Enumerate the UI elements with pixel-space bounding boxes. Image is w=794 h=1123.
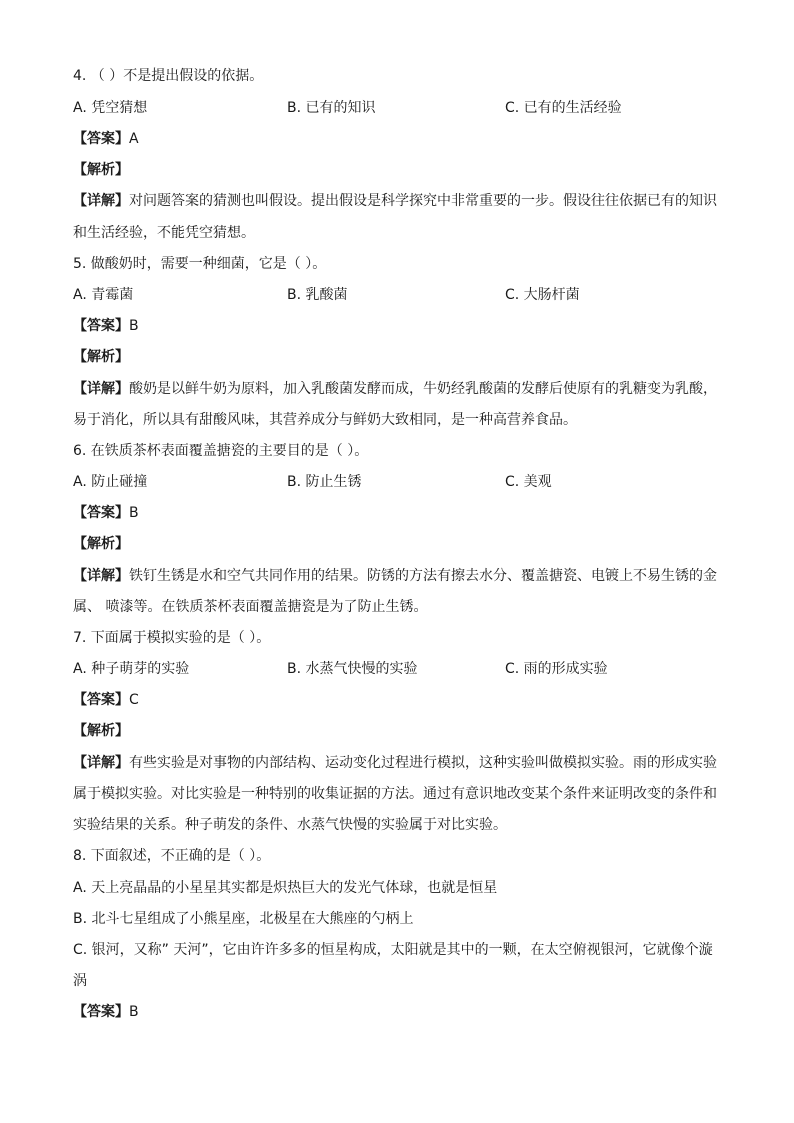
detail-tag: 【详解】 [73, 381, 129, 397]
question-4-options [73, 98, 723, 118]
question-7-options [73, 659, 723, 679]
question-7-detail-cont-1: 属于模拟实验。对比实验是一种特别的收集证据的方法。通过有意识地改变某个条件来证明改变的条件和 [73, 786, 717, 802]
analysis-tag: 【解析】 [73, 723, 129, 739]
question-8-stem: 8. 下面叙述，不正确的是（ ）。 [73, 848, 271, 864]
answer-tag: 【答案】 [73, 1004, 129, 1020]
detail-text: 酸奶是以鲜牛奶为原料，加入乳酸菌发酵而成，牛奶经乳酸菌的发酵后使原有的乳糖变为乳酸， [129, 381, 717, 397]
answer-tag: 【答案】 [73, 505, 129, 521]
detail-tag: 【详解】 [73, 193, 129, 209]
detail-text: 铁钉生锈是水和空气共同作用的结果。防锈的方法有擦去水分、覆盖搪瓷、电镀上不易生锈的金 [129, 568, 717, 584]
question-7-option-a: A. 种子萌芽的实验 [73, 661, 190, 677]
answer-value: B [129, 1004, 139, 1020]
analysis-tag: 【解析】 [73, 349, 129, 365]
question-8-answer [73, 1002, 723, 1022]
question-4-option-a: A. 凭空猜想 [73, 100, 148, 116]
analysis-tag: 【解析】 [73, 536, 129, 552]
detail-tag: 【详解】 [73, 568, 129, 584]
question-6-detail-cont: 属、 喷漆等。在铁质茶杯表面覆盖搪瓷是为了防止生锈。 [73, 599, 428, 615]
detail-text: 对问题答案的猜测也叫假设。提出假设是科学探究中非常重要的一步。假设往往依据已有的知识 [129, 193, 717, 209]
detail-tag: 【详解】 [73, 755, 129, 771]
question-7-option-b: B. 水蒸气快慢的实验 [287, 661, 418, 677]
question-4-analysis [73, 160, 723, 180]
question-6-option-a: A. 防止碰撞 [73, 474, 148, 490]
question-5-answer [73, 316, 723, 336]
question-5-options [73, 285, 723, 305]
analysis-tag: 【解析】 [73, 162, 129, 178]
question-8-option-a: A. 天上亮晶晶的小星星其实都是炽热巨大的发光气体球，也就是恒星 [73, 880, 498, 896]
question-4-detail [73, 191, 723, 211]
question-7-analysis [73, 721, 723, 741]
question-5-stem: 5. 做酸奶时，需要一种细菌，它是（ ）。 [73, 256, 327, 272]
question-4-answer [73, 129, 723, 149]
question-7-detail [73, 753, 723, 773]
question-4-option-c: C. 已有的生活经验 [505, 100, 622, 116]
question-5-option-c: C. 大肠杆菌 [505, 287, 580, 303]
answer-tag: 【答案】 [73, 692, 129, 708]
question-7-detail-cont-2: 实验结果的关系。种子萌发的条件、水蒸气快慢的实验属于对比实验。 [73, 817, 507, 833]
answer-value: B [129, 505, 139, 521]
question-8-option-c: C. 银河，又称” 天河”，它由许许多多的恒星构成，太阳就是其中的一颗，在太空俯视银河，它就像个漩 [73, 942, 713, 958]
question-4-detail-cont: 和生活经验，不能凭空猜想。 [73, 225, 255, 241]
question-6-stem: 6. 在铁质茶杯表面覆盖搪瓷的主要目的是（ ）。 [73, 443, 369, 459]
detail-text: 有些实验是对事物的内部结构、运动变化过程进行模拟，这种实验叫做模拟实验。雨的形成实验 [129, 755, 717, 771]
question-6-answer [73, 503, 723, 523]
answer-value: A [129, 131, 139, 147]
question-5-detail-cont: 易于消化，所以具有甜酸风味，其营养成分与鲜奶大致相同，是一种高营养食品。 [73, 412, 577, 428]
question-7-answer [73, 690, 723, 710]
question-8-option-c-cont: 涡 [73, 973, 87, 989]
question-5-detail [73, 379, 723, 399]
question-6-analysis [73, 534, 723, 554]
answer-value: C [129, 692, 139, 708]
question-6-detail [73, 566, 723, 586]
question-7-option-c: C. 雨的形成实验 [505, 661, 608, 677]
question-6-option-c: C. 美观 [505, 474, 552, 490]
question-5-option-b: B. 乳酸菌 [287, 287, 348, 303]
question-8-option-b: B. 北斗七星组成了小熊星座，北极星在大熊座的勺柄上 [73, 911, 414, 927]
answer-tag: 【答案】 [73, 131, 129, 147]
answer-tag: 【答案】 [73, 318, 129, 334]
question-6-options [73, 472, 723, 492]
question-6-option-b: B. 防止生锈 [287, 474, 362, 490]
answer-value: B [129, 318, 139, 334]
question-5-analysis [73, 347, 723, 367]
question-7-stem: 7. 下面属于模拟实验的是（ ）。 [73, 630, 271, 646]
question-4-stem: 4. （ ）不是提出假设的依据。 [73, 68, 264, 84]
question-4-option-b: B. 已有的知识 [287, 100, 376, 116]
question-5-option-a: A. 青霉菌 [73, 287, 134, 303]
